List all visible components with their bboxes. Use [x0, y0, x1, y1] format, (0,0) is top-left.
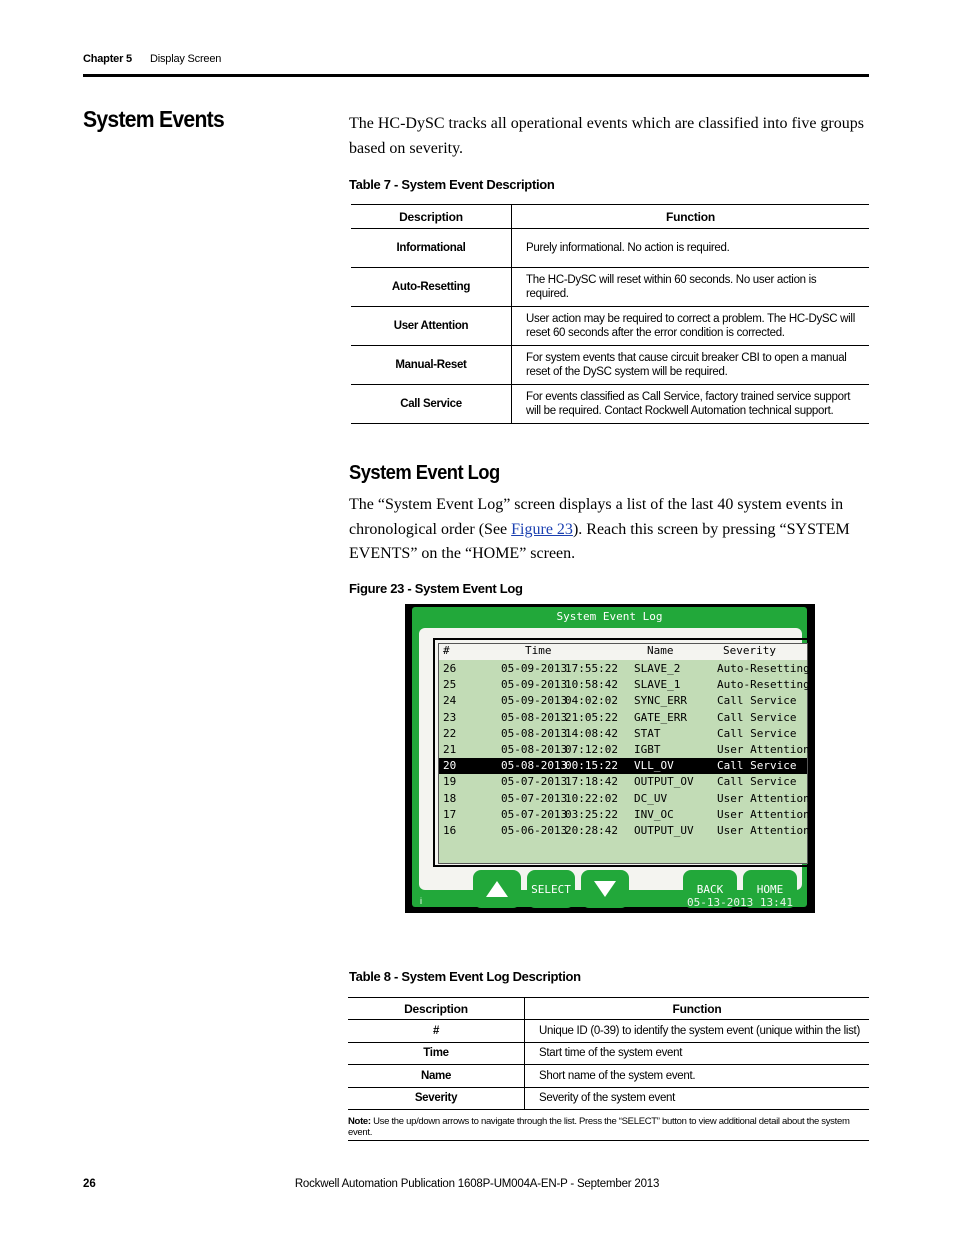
event-name: INV_OC — [634, 807, 674, 821]
event-severity: Call Service — [717, 775, 797, 789]
table-row — [351, 385, 869, 424]
event-date: 05-07-2013 — [501, 807, 568, 821]
event-list[interactable] — [438, 643, 808, 864]
event-date: 05-08-2013 — [501, 759, 568, 773]
section-label: Display Screen — [150, 53, 222, 65]
event-severity: Call Service — [717, 759, 797, 773]
table7-func: The HC-DySC will reset within 60 seconds. No user action is required. — [512, 268, 870, 307]
event-severity: Call Service — [717, 726, 797, 740]
event-date: 05-08-2013 — [501, 710, 568, 724]
event-num: 26 — [443, 662, 457, 675]
table8-func: Start time of the system event — [525, 1042, 870, 1065]
event-row[interactable] — [439, 774, 807, 790]
event-num: 23 — [443, 710, 457, 724]
event-row[interactable] — [439, 677, 810, 693]
table-row — [348, 1087, 869, 1110]
table7-func: User action may be required to correct a problem. The HC-DySC will reset 60 seconds after the error condition is corrected. — [512, 307, 870, 346]
event-time: 17:55:22 — [565, 662, 618, 675]
paragraph-text: The “System Event Log” screen displays a list of the last 40 system events in chronological order (See — [349, 496, 844, 538]
event-time: 20:28:42 — [565, 824, 618, 837]
event-log-paragraph — [349, 493, 869, 567]
system-event-log-screenshot — [405, 604, 815, 913]
event-row[interactable] — [439, 661, 810, 677]
event-severity: User Attention — [717, 807, 810, 821]
table7-func: Purely informational. No action is required. — [512, 229, 870, 268]
down-button[interactable] — [581, 870, 629, 908]
event-name: SLAVE_1 — [634, 678, 681, 692]
table-row — [348, 1042, 869, 1065]
event-num: 20 — [443, 759, 457, 773]
up-button[interactable] — [473, 870, 521, 908]
event-num: 16 — [443, 824, 457, 837]
status-marker: i — [420, 896, 422, 906]
screen-panel — [419, 628, 810, 896]
table8-func: Unique ID (0-39) to identify the system event (unique within the list) — [525, 1020, 870, 1043]
table7-desc: Auto-Resetting — [351, 268, 512, 307]
arrow-down-icon — [594, 881, 616, 897]
event-date: 05-09-2013 — [501, 678, 568, 692]
table-row — [351, 268, 869, 307]
event-severity: Call Service — [717, 694, 797, 708]
page-number: 26 — [83, 1178, 96, 1190]
event-row[interactable] — [439, 693, 807, 709]
event-severity: Auto-Resetting — [717, 678, 810, 692]
event-date: 05-06-2013 — [501, 824, 568, 837]
page-title: System Events — [83, 106, 224, 132]
table8-func: Severity of the system event — [525, 1087, 870, 1110]
event-name: VLL_OV — [634, 759, 674, 773]
figure-caption: Figure 23 - System Event Log — [349, 581, 523, 596]
event-list-header — [439, 644, 807, 660]
table7-desc: Manual-Reset — [351, 346, 512, 385]
event-date: 05-08-2013 — [501, 743, 568, 756]
table8-header-description: Description — [348, 998, 525, 1020]
screen-title: System Event Log — [556, 610, 663, 623]
table-row — [351, 307, 869, 346]
event-name: OUTPUT_UV — [634, 824, 694, 837]
event-severity: User Attention — [717, 791, 810, 805]
event-severity: User Attention — [717, 743, 810, 756]
event-name: GATE_ERR — [634, 710, 687, 724]
event-row[interactable] — [439, 791, 810, 807]
event-name: SYNC_ERR — [634, 694, 687, 708]
event-num: 21 — [443, 743, 457, 756]
event-severity: User Attention — [717, 824, 810, 837]
event-severity: Auto-Resetting — [717, 662, 810, 675]
event-row[interactable] — [439, 758, 807, 774]
event-time: 03:25:22 — [565, 807, 618, 821]
table-row — [348, 1065, 869, 1088]
event-date: 05-08-2013 — [501, 726, 568, 740]
table8-desc: Severity — [348, 1087, 525, 1110]
table8-desc: Time — [348, 1042, 525, 1065]
event-num: 17 — [443, 807, 457, 821]
header-num: # — [443, 644, 450, 657]
event-row[interactable] — [439, 726, 807, 742]
home-button[interactable]: HOME — [743, 870, 797, 908]
event-time: 00:15:22 — [565, 759, 618, 773]
chapter-label: Chapter 5 — [83, 53, 132, 65]
event-num: 22 — [443, 726, 457, 740]
select-button[interactable]: SELECT — [527, 870, 575, 908]
table7-desc: Informational — [351, 229, 512, 268]
event-name: IGBT — [634, 743, 661, 756]
event-time: 07:12:02 — [565, 743, 618, 756]
event-time: 17:18:42 — [565, 775, 618, 789]
note-text: Use the up/down arrows to navigate through the list. Press the “SELECT” button to view additional detail about the system event. — [348, 1116, 850, 1138]
footer-publication: Rockwell Automation Publication 1608P-UM004A-EN-P - September 2013 — [294, 1178, 660, 1190]
intro-paragraph: The HC-DySC tracks all operational events which are classified into five groups based on severity. — [349, 115, 864, 157]
arrow-up-icon — [486, 881, 508, 897]
event-time: 10:22:02 — [565, 791, 618, 805]
table7-desc: Call Service — [351, 385, 512, 424]
table8-header-function: Function — [525, 998, 870, 1020]
paragraph-text: ). Reach this screen by pressing “SYSTEM EVENTS” on the “HOME” screen. — [349, 520, 850, 562]
status-date: 05-13-2013 13:41 — [687, 896, 793, 909]
figure23-link[interactable]: Figure 23 — [511, 520, 573, 538]
event-name: STAT — [634, 726, 661, 740]
hmi-screen — [412, 607, 810, 909]
event-time: 21:05:22 — [565, 710, 618, 724]
table7-caption: Table 7 - System Event Description — [349, 177, 555, 192]
table7-header-function: Function — [512, 205, 870, 229]
header-rule — [83, 74, 869, 77]
note-label: Note: — [348, 1116, 371, 1127]
header-time: Time — [525, 644, 552, 657]
event-date: 05-09-2013 — [501, 662, 568, 675]
event-date: 05-09-2013 — [501, 694, 568, 708]
event-num: 19 — [443, 775, 457, 789]
header-severity: Severity — [723, 644, 776, 657]
table8-func: Short name of the system event. — [525, 1065, 870, 1088]
event-time: 14:08:42 — [565, 726, 618, 740]
event-num: 18 — [443, 791, 457, 805]
event-row[interactable] — [439, 710, 807, 726]
event-date: 05-07-2013 — [501, 775, 568, 789]
event-time: 10:58:42 — [565, 678, 618, 692]
table-row — [351, 346, 869, 385]
table7-func: For system events that cause circuit breaker CBI to open a manual reset of the DySC system will be required. — [512, 346, 870, 385]
table-row — [351, 229, 869, 268]
section-heading: System Event Log — [349, 462, 500, 484]
system-event-description-table — [351, 204, 869, 424]
event-name: DC_UV — [634, 791, 668, 805]
table8-desc: Name — [348, 1065, 525, 1088]
table8-caption: Table 8 - System Event Log Description — [349, 969, 581, 984]
event-row[interactable] — [439, 807, 810, 823]
back-button[interactable]: BACK — [683, 870, 737, 908]
header-name: Name — [647, 644, 674, 657]
event-name: OUTPUT_OV — [634, 775, 694, 789]
table-row — [348, 1020, 869, 1043]
event-row[interactable] — [439, 823, 810, 839]
table8-desc: # — [348, 1020, 525, 1043]
event-list-frame — [433, 638, 811, 867]
event-num: 25 — [443, 678, 457, 692]
event-severity: Call Service — [717, 710, 797, 724]
system-event-log-description-table — [348, 997, 869, 1110]
event-name: SLAVE_2 — [634, 662, 681, 675]
table7-desc: User Attention — [351, 307, 512, 346]
table7-func: For events classified as Call Service, factory trained service support will be required. Contact Rockwell Automation technical support. — [512, 385, 870, 424]
table7-header-description: Description — [351, 205, 512, 229]
event-time: 04:02:02 — [565, 694, 618, 708]
event-num: 24 — [443, 694, 457, 708]
table8-note — [348, 1116, 869, 1141]
event-row[interactable] — [439, 742, 810, 758]
event-date: 05-07-2013 — [501, 791, 568, 805]
